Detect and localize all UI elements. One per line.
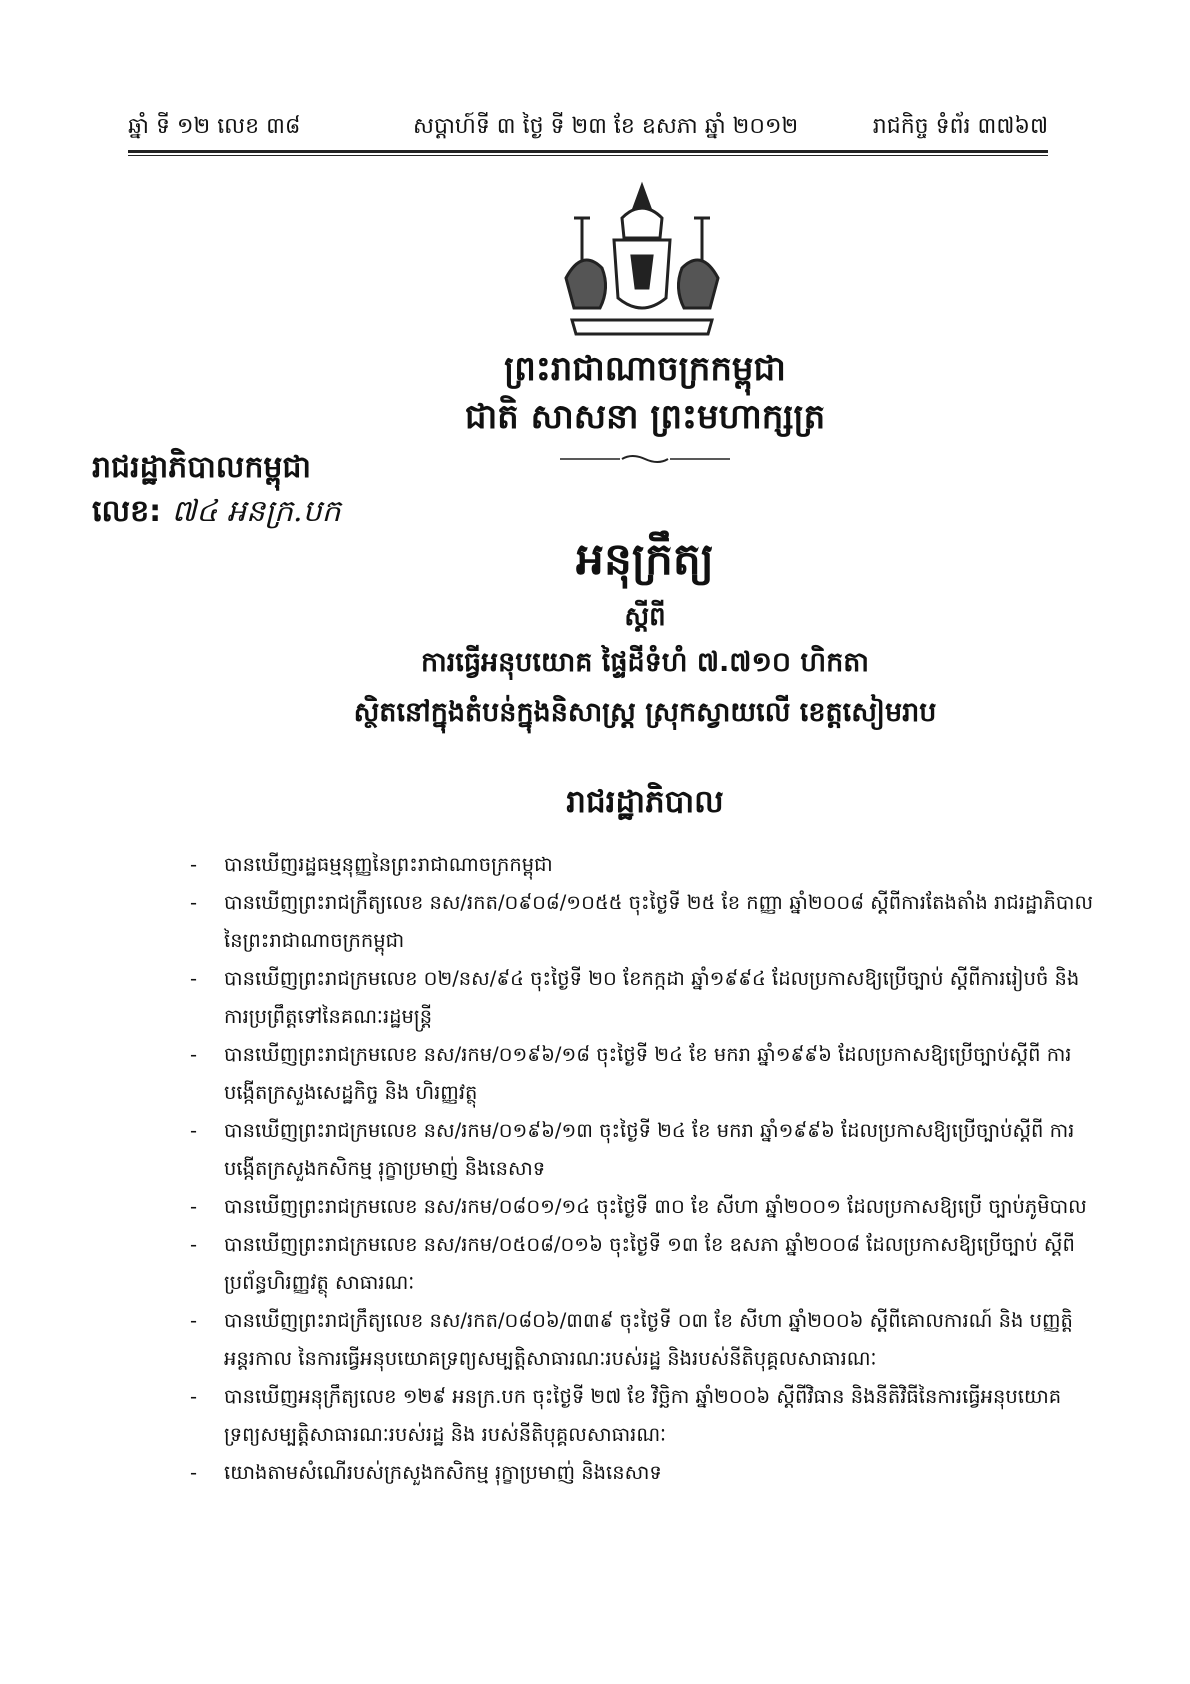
document-about: ស្តីពី	[624, 602, 666, 632]
list-item	[190, 846, 1102, 884]
list-item-text: បានឃើញព្រះរាជក្រមលេខ ០២/នស/៩៤ ចុះថ្ងៃទី ២០ ខែកក្កដា ឆ្នាំ១៩៩៤ ដែលប្រកាសឱ្យប្រើច្បាប់ ស្តីពីការរៀបចំ និង ការប្រព្រឹត្តទៅនៃគណៈរដ្ឋមន្ត្រី	[224, 967, 1080, 1028]
list-dash: -	[190, 1043, 198, 1066]
list-item-text: បានឃើញព្រះរាជក្រឹត្យលេខ នស/រកត/០៨០៦/៣៣៩ ចុះថ្ងៃទី ០៣ ខែ សីហា ឆ្នាំ២០០៦ ស្តីពីគោលការណ៍ និង បញ្ញត្តិអន្តរកាល នៃការធ្វើអនុបយោគទ្រព្យសម្បត្តិសាធារណៈរបស់រដ្ឋ និងរបស់នីតិបុគ្គលសាធារណៈ	[224, 1309, 1073, 1370]
header-rule-thin	[128, 155, 1048, 156]
list-dash: -	[190, 1195, 198, 1218]
decree-number	[92, 490, 341, 534]
list-dash: -	[190, 1385, 198, 1408]
list-item	[190, 1036, 1102, 1112]
issuer-name: រាជរដ្ឋាភិបាលកម្ពុជា	[92, 450, 311, 485]
body-heading: រាជរដ្ឋាភិបាល	[566, 784, 724, 820]
list-item	[190, 1454, 1102, 1492]
recitals-list	[190, 846, 1102, 1492]
gazette-page: រាជកិច្ច ទំព័រ ៣៧៦៧	[872, 114, 1048, 139]
list-item	[190, 1112, 1102, 1188]
list-item-text: យោងតាមសំណើរបស់ក្រសួងកសិកម្ម រុក្ខាប្រមាញ់ និងនេសាទ	[224, 1461, 662, 1484]
subject-line-2: ស្ថិតនៅក្នុងតំបន់ក្នុងនិសាស្ត្រ ស្រុកស្វាយលើ ខេត្តសៀមរាប	[353, 697, 937, 728]
list-dash: -	[190, 853, 198, 876]
list-item	[190, 1188, 1102, 1226]
header-rule	[128, 150, 1048, 153]
national-motto: ជាតិ សាសនា ព្រះមហាក្សត្រ	[464, 397, 826, 437]
list-item-text: បានឃើញព្រះរាជក្រមលេខ នស/រកម/០៨០១/១៤ ចុះថ្ងៃទី ៣០ ខែ សីហា ឆ្នាំ២០០១ ដែលប្រកាសឱ្យប្រើ ច្បាប់ភូមិបាល	[224, 1195, 1087, 1218]
list-dash: -	[190, 1119, 198, 1142]
list-dash: -	[190, 1233, 198, 1256]
list-dash: -	[190, 891, 198, 914]
ornament-divider-icon	[560, 453, 730, 465]
subject-line-1: ការធ្វើអនុបយោគ ផ្ទៃដីទំហំ ៧.៧១០ ហិកតា	[421, 647, 869, 678]
list-item-text: បានឃើញព្រះរាជក្រមលេខ នស/រកម/០១៩៦/១៨ ចុះថ្ងៃទី ២៤ ខែ មករា ឆ្នាំ១៩៩៦ ដែលប្រកាសឱ្យប្រើច្បាប់ស្តីពី ការបង្កើតក្រសួងសេដ្ឋកិច្ច និង ហិរញ្ញវត្ថុ	[224, 1043, 1072, 1104]
decree-number-value: ៧៤ អនក្រ.បក	[171, 494, 341, 529]
royal-coat-of-arms-icon	[552, 178, 732, 338]
document-subject	[220, 638, 1070, 738]
list-item	[190, 1226, 1102, 1302]
list-item	[190, 884, 1102, 960]
list-item-text: បានឃើញព្រះរាជក្រមលេខ នស/រកម/០១៩៦/១៣ ចុះថ្ងៃទី ២៤ ខែ មករា ឆ្នាំ១៩៩៦ ដែលប្រកាសឱ្យប្រើច្បាប់ស្តីពី ការបង្កើតក្រសួងកសិកម្ម រុក្ខាប្រមាញ់ និងនេសាទ	[224, 1119, 1075, 1180]
list-dash: -	[190, 1461, 198, 1484]
list-item-text: បានឃើញព្រះរាជក្រឹត្យលេខ នស/រកត/០៩០៨/១០៥៥ ចុះថ្ងៃទី ២៥ ខែ កញ្ញា ឆ្នាំ២០០៨ ស្តីពីការតែងតាំង រាជរដ្ឋាភិបាល នៃព្រះរាជាណាចក្រកម្ពុជា	[224, 891, 1094, 952]
decree-number-label: លេខ:	[92, 494, 162, 529]
kingdom-motto	[395, 345, 895, 441]
document-title: អនុក្រឹត្យ	[576, 534, 714, 585]
list-item-text: បានឃើញរដ្ឋធម្មនុញ្ញនៃព្រះរាជាណាចក្រកម្ពុជា	[224, 853, 553, 876]
list-item-text: បានឃើញព្រះរាជក្រមលេខ នស/រកម/០៥០៨/០១៦ ចុះថ្ងៃទី ១៣ ខែ ឧសភា ឆ្នាំ២០០៨ ដែលប្រកាសឱ្យប្រើច្បាប់ ស្តីពីប្រព័ន្ធហិរញ្ញវត្ថុ សាធារណៈ	[224, 1233, 1075, 1294]
issuing-authority	[92, 446, 341, 534]
list-dash: -	[190, 967, 198, 990]
list-item-text: បានឃើញអនុក្រឹត្យលេខ ១២៩ អនក្រ.បក ចុះថ្ងៃទី ២៧ ខែ វិច្ឆិកា ឆ្នាំ២០០៦ ស្តីពីវិធាន និងនីតិវិធីនៃការធ្វើអនុបយោគ ទ្រព្យសម្បត្តិសាធារណៈរបស់រដ្ឋ និង របស់នីតិបុគ្គលសាធារណៈ	[224, 1385, 1062, 1446]
gazette-date: សប្តាហ៍ទី ៣ ថ្ងៃ ទី ២៣ ខែ ឧសភា ឆ្នាំ ២០១២	[413, 114, 799, 139]
kingdom-name: ព្រះរាជាណាចក្រកម្ពុជា	[504, 349, 786, 389]
list-item	[190, 1378, 1102, 1454]
list-item	[190, 960, 1102, 1036]
list-dash: -	[190, 1309, 198, 1332]
gazette-issue: ឆ្នាំ ទី ១២ លេខ ៣៨	[128, 114, 301, 139]
gazette-header	[128, 112, 1048, 146]
list-item	[190, 1302, 1102, 1378]
